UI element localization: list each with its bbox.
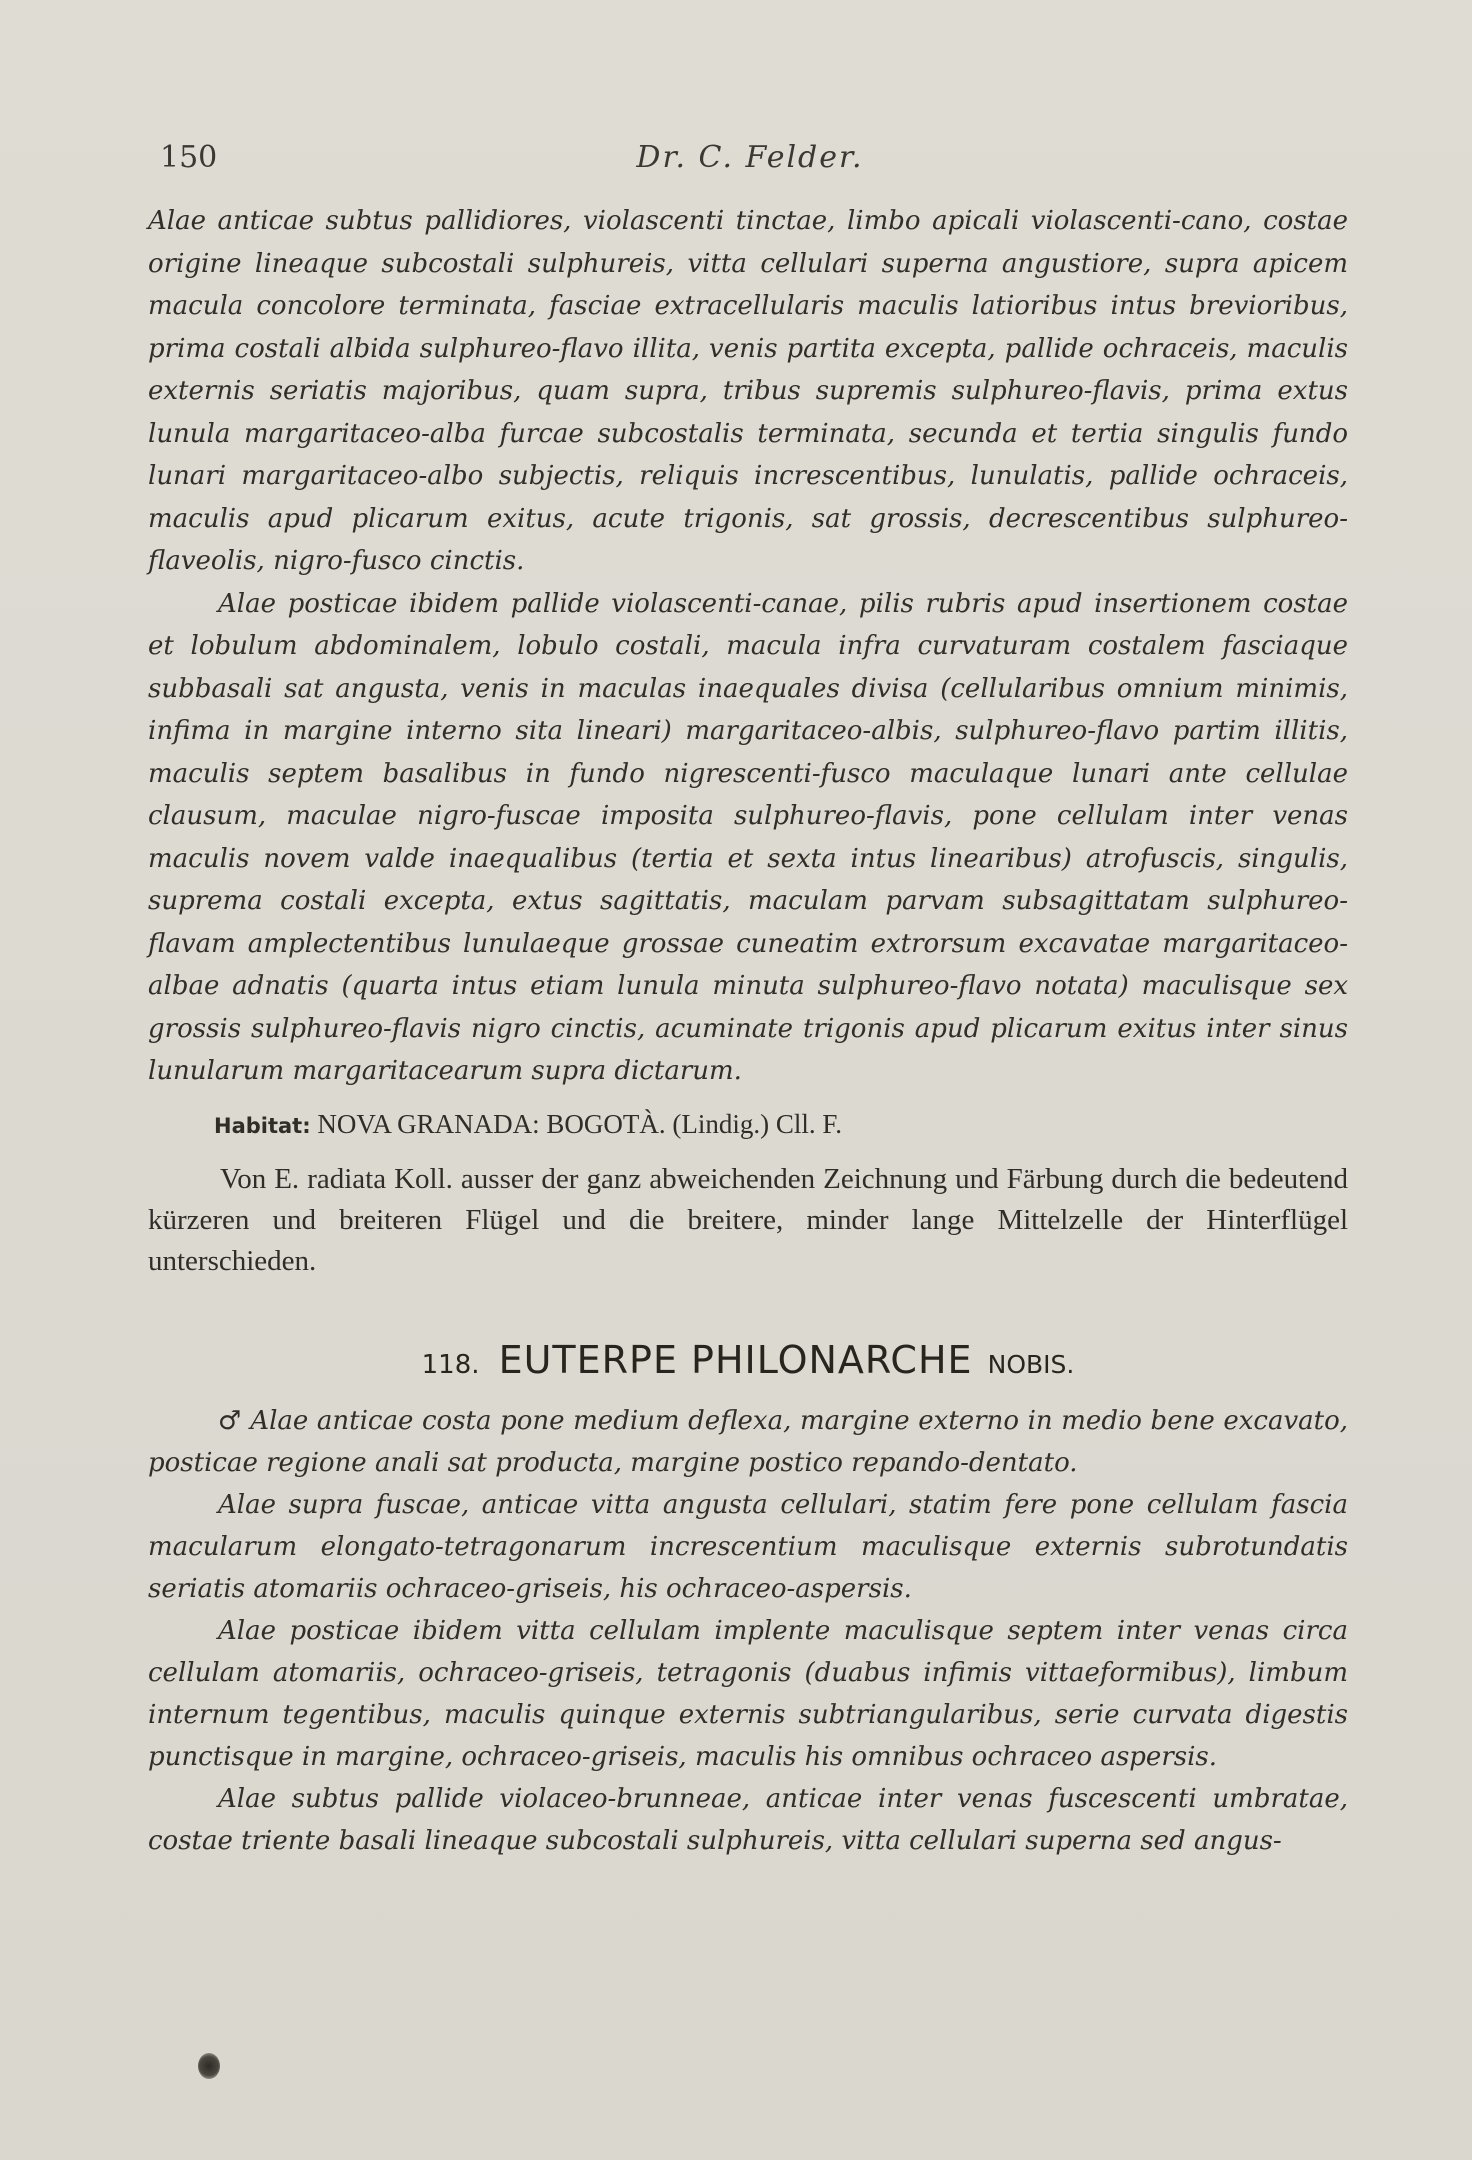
- description-paragraph-upperside: Alae supra fuscae, anticae vitta angusta cellulari, statim fere pone cellulam fascia macularum elongato-tetragonarum increscentium maculisque externis subrotundatis seriatis atomariis ochraceo-griseis, his ochraceo-aspersis.: [148, 1489, 1348, 1604]
- species-number: 118.: [421, 1349, 480, 1380]
- species-name: EUTERPE PHILONARCHE: [498, 1337, 973, 1382]
- description-paragraph-forewing-underside: Alae anticae subtus pallidiores, violascenti tinctae, limbo apicali violascenti-cano, costae origine lineaque subcostali sulphureis, vitta cellulari superna angustiore, supra apicem macula concolore terminata, fasciae extracellularis maculis latioribus intus brevioribus, prima costali albida sulphureo-flavo illita, venis partita excepta, pallide ochraceis, maculis externis seriatis majoribus, quam supra, tribus supremis sulphureo-flavis, prima extus lunula margaritaceo-alba furcae subcostalis terminata, secunda et tertia singulis fundo lunari margaritaceo-albo subjectis, reliquis increscentibus, lunulatis, pallide ochraceis, maculis apud plicarum exitus, acute trigonis, sat grossis, decrescentibus sulphureo-flaveolis, nigro-fusco cinctis.: [148, 206, 1348, 576]
- male-symbol: ♂: [218, 1405, 242, 1436]
- page-number: 150: [160, 140, 218, 175]
- species-heading: [148, 1338, 1348, 1382]
- species-117-description: [148, 200, 1348, 1093]
- habitat-line: [148, 1103, 1348, 1147]
- habitat-text: NOVA GRANADA: BOGOTÀ. (Lindig.) Cll. F.: [317, 1108, 842, 1139]
- habitat-label: Habitat:: [214, 1113, 311, 1138]
- comparison-note: Von E. radiata Koll. ausser der ganz abweichenden Zeichnung und Färbung durch die bedeutend kürzeren und breiteren Flügel und die breitere, minder lange Mittelzelle der Hinterflügel unterschieden.: [148, 1162, 1348, 1277]
- species-authority: NOBIS.: [987, 1349, 1075, 1379]
- description-paragraph-hindwing-upperside: Alae posticae ibidem vitta cellulam implente maculisque septem inter venas circa cellulam atomariis, ochraceo-griseis, tetragonis (duabus infimis vittaeformibus), limbum internum tegentibus, maculis quinque externis subtriangularibus, serie curvata digestis punctisque in margine, ochraceo-griseis, maculis his omnibus ochraceo aspersis.: [148, 1615, 1348, 1772]
- description-paragraph-wing-shape: [148, 1400, 1348, 1484]
- description-paragraph-underside: Alae subtus pallide violaceo-brunneae, anticae inter venas fuscescenti umbratae, costae triente basali lineaque subcostali sulphureis, vitta cellulari superna sed angus-: [148, 1783, 1348, 1856]
- description-paragraph-hindwing-underside: Alae posticae ibidem pallide violascenti-canae, pilis rubris apud insertionem costae et lobulum abdominalem, lobulo costali, macula infra curvaturam costalem fasciaque subbasali sat angusta, venis in maculas inaequales divisa (cellularibus omnium minimis, infima in margine interno sita lineari) margaritaceo-albis, sulphureo-flavo partim illitis, maculis septem basalibus in fundo nigrescenti-fusco maculaque lunari ante cellulae clausum, maculae nigro-fuscae imposita sulphureo-flavis, pone cellulam inter venas maculis novem valde inaequalibus (tertia et sexta intus linearibus) atrofuscis, singulis, suprema costali excepta, extus sagittatis, maculam parvam subsagittatam sulphureo-flavam amplectentibus lunulaeque grossae cuneatim extrorsum excavatae margaritaceo-albae adnatis (quarta intus etiam lunula minuta sulphureo-flavo notata) maculisque sex grossis sulphureo-flavis nigro cinctis, acuminate trigonis apud plicarum exitus inter sinus lunularum margaritacearum supra dictarum.: [148, 588, 1348, 1086]
- ink-spot: [198, 2053, 220, 2079]
- species-118-description: [148, 1400, 1348, 1862]
- wing-shape-text: Alae anticae costa pone medium deflexa, margine externo in medio bene excavato, posticae regione anali sat producta, margine postico repando-dentato.: [148, 1405, 1348, 1478]
- running-head: Dr. C. Felder.: [636, 140, 864, 175]
- page-header: [160, 140, 1340, 190]
- page-body: [148, 200, 1348, 1862]
